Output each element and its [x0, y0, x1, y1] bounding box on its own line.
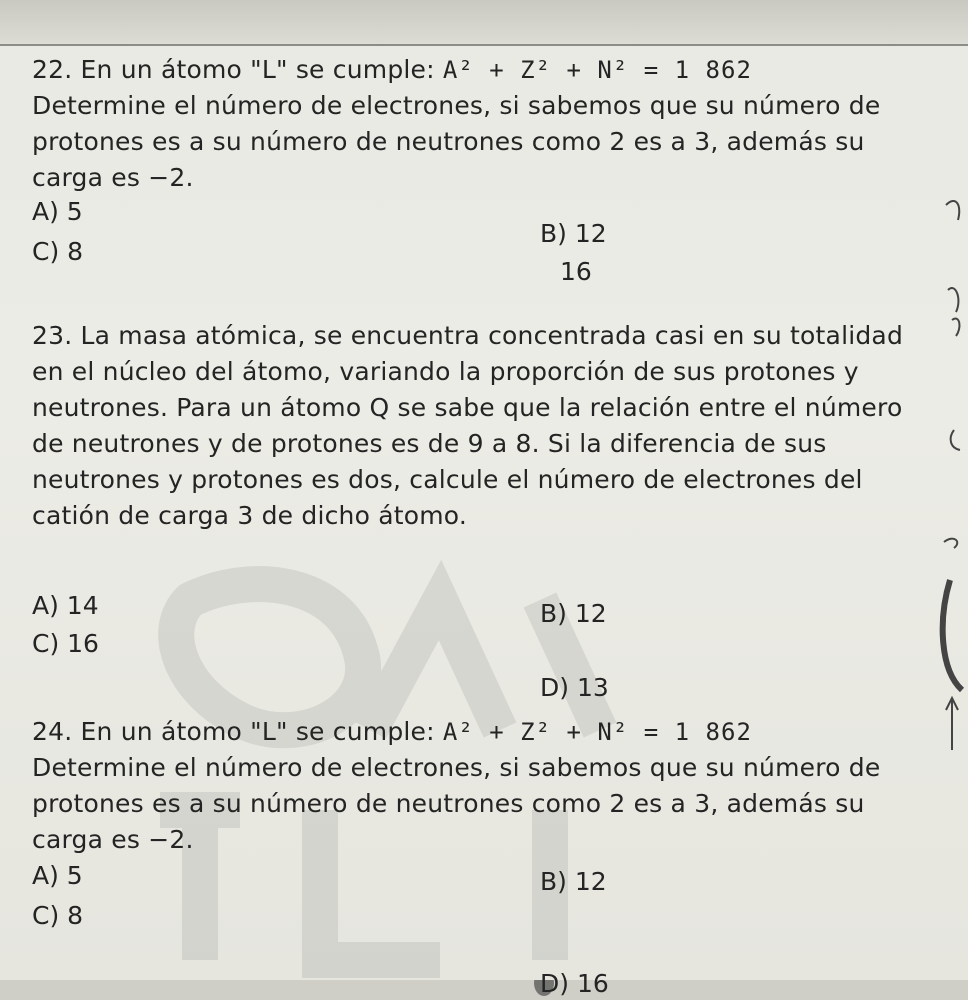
q24-option-a[interactable]: A) 5 — [32, 861, 83, 890]
q24-option-b[interactable]: B) 12 — [540, 867, 607, 896]
question-22 — [32, 52, 922, 196]
question-24 — [32, 714, 922, 858]
question-22-intro: En un átomo "L" se cumple: — [80, 55, 435, 84]
question-23-body: La masa atómica, se encuentra concentrada casi en su totalidad en el núcleo del átomo, variando la proporción de sus protones y neutrones. Para un átomo Q se sabe que la relación entre el número de neutrones y de protones es de 9 a 8. Si la diferencia de sus neutrones y protones es dos, calcule el número de electrones del catión de carga 3 de dicho átomo. — [32, 321, 904, 530]
question-24-number: 24. — [32, 717, 73, 746]
question-23-number: 23. — [32, 321, 73, 350]
question-24-text — [32, 714, 922, 858]
q23-option-d-marked[interactable]: D) 13 — [540, 672, 968, 704]
question-24-equation: A² + Z² + N² = 1 862 — [442, 718, 752, 746]
question-22-body: Determine el número de electrones, si sabemos que su número de protones es a su número de neutrones como 2 es a 3, además su carga es −2. — [32, 91, 881, 192]
q22-option-c[interactable]: C) 8 — [32, 237, 84, 266]
question-23 — [32, 318, 922, 534]
question-22-number: 22. — [32, 55, 73, 84]
q24-option-c[interactable]: C) 8 — [32, 901, 84, 930]
q23-option-c[interactable]: C) 16 — [32, 629, 99, 658]
question-24-body: Determine el número de electrones, si sabemos que su número de protones es a su número de neutrones como 2 es a 3, además su carga es −2. — [32, 753, 881, 854]
q22-option-b[interactable]: B) 12 — [540, 219, 607, 248]
question-23-text — [32, 318, 922, 534]
q24-option-d-marked[interactable]: D) 16 — [540, 968, 968, 1000]
q22-option-a[interactable]: A) 5 — [32, 197, 83, 226]
q22-option-d-marked[interactable]: 16 — [560, 256, 968, 288]
q23-option-b[interactable]: B) 12 — [540, 599, 607, 628]
q23-option-a[interactable]: A) 14 — [32, 591, 99, 620]
question-24-intro: En un átomo "L" se cumple: — [80, 717, 435, 746]
question-22-equation: A² + Z² + N² = 1 862 — [442, 56, 752, 84]
question-22-text — [32, 52, 922, 196]
page-top-band — [0, 0, 968, 46]
